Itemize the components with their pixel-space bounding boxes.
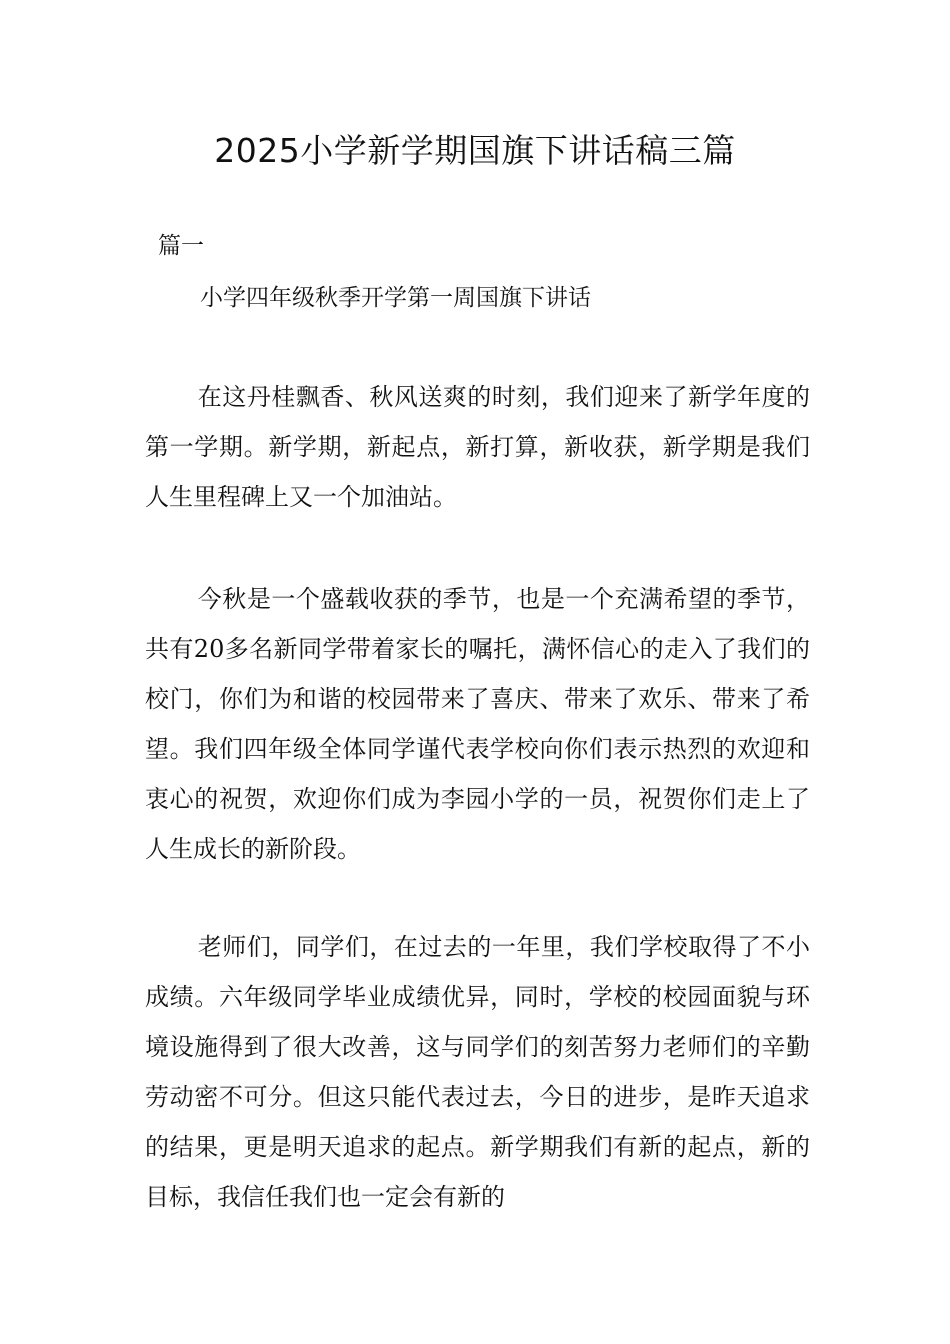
section-label: 篇一	[158, 233, 204, 259]
body-paragraph: 在这丹桂飘香、秋风送爽的时刻，我们迎来了新学年度的第一学期。新学期，新起点，新打算，新收获，新学期是我们人生里程碑上又一个加油站。	[145, 383, 810, 511]
body-paragraph: 老师们，同学们，在过去的一年里，我们学校取得了不小成绩。六年级同学毕业成绩优异，同时，学校的校园面貌与环境设施得到了很大改善，这与同学们的刻苦努力老师们的辛勤劳动密不可分。但这只能代表过去，今日的进步，是昨天追求的结果，更是明天追求的起点。新学期我们有新的起点，新的目标，我信任我们也一定会有新的	[145, 933, 810, 1211]
document-title: 2025小学新学期国旗下讲话稿三篇	[214, 131, 736, 170]
body-paragraph: 今秋是一个盛载收获的季节，也是一个充满希望的季节，共有20多名新同学带着家长的嘱托，满怀信心的走入了我们的校门，你们为和谐的校园带来了喜庆、带来了欢乐、带来了希望。我们四年级全体同学谨代表学校向你们表示热烈的欢迎和衷心的祝贺，欢迎你们成为李园小学的一员，祝贺你们走上了人生成长的新阶段。	[145, 585, 810, 863]
speech-title: 小学四年级秋季开学第一周国旗下讲话	[200, 285, 591, 311]
